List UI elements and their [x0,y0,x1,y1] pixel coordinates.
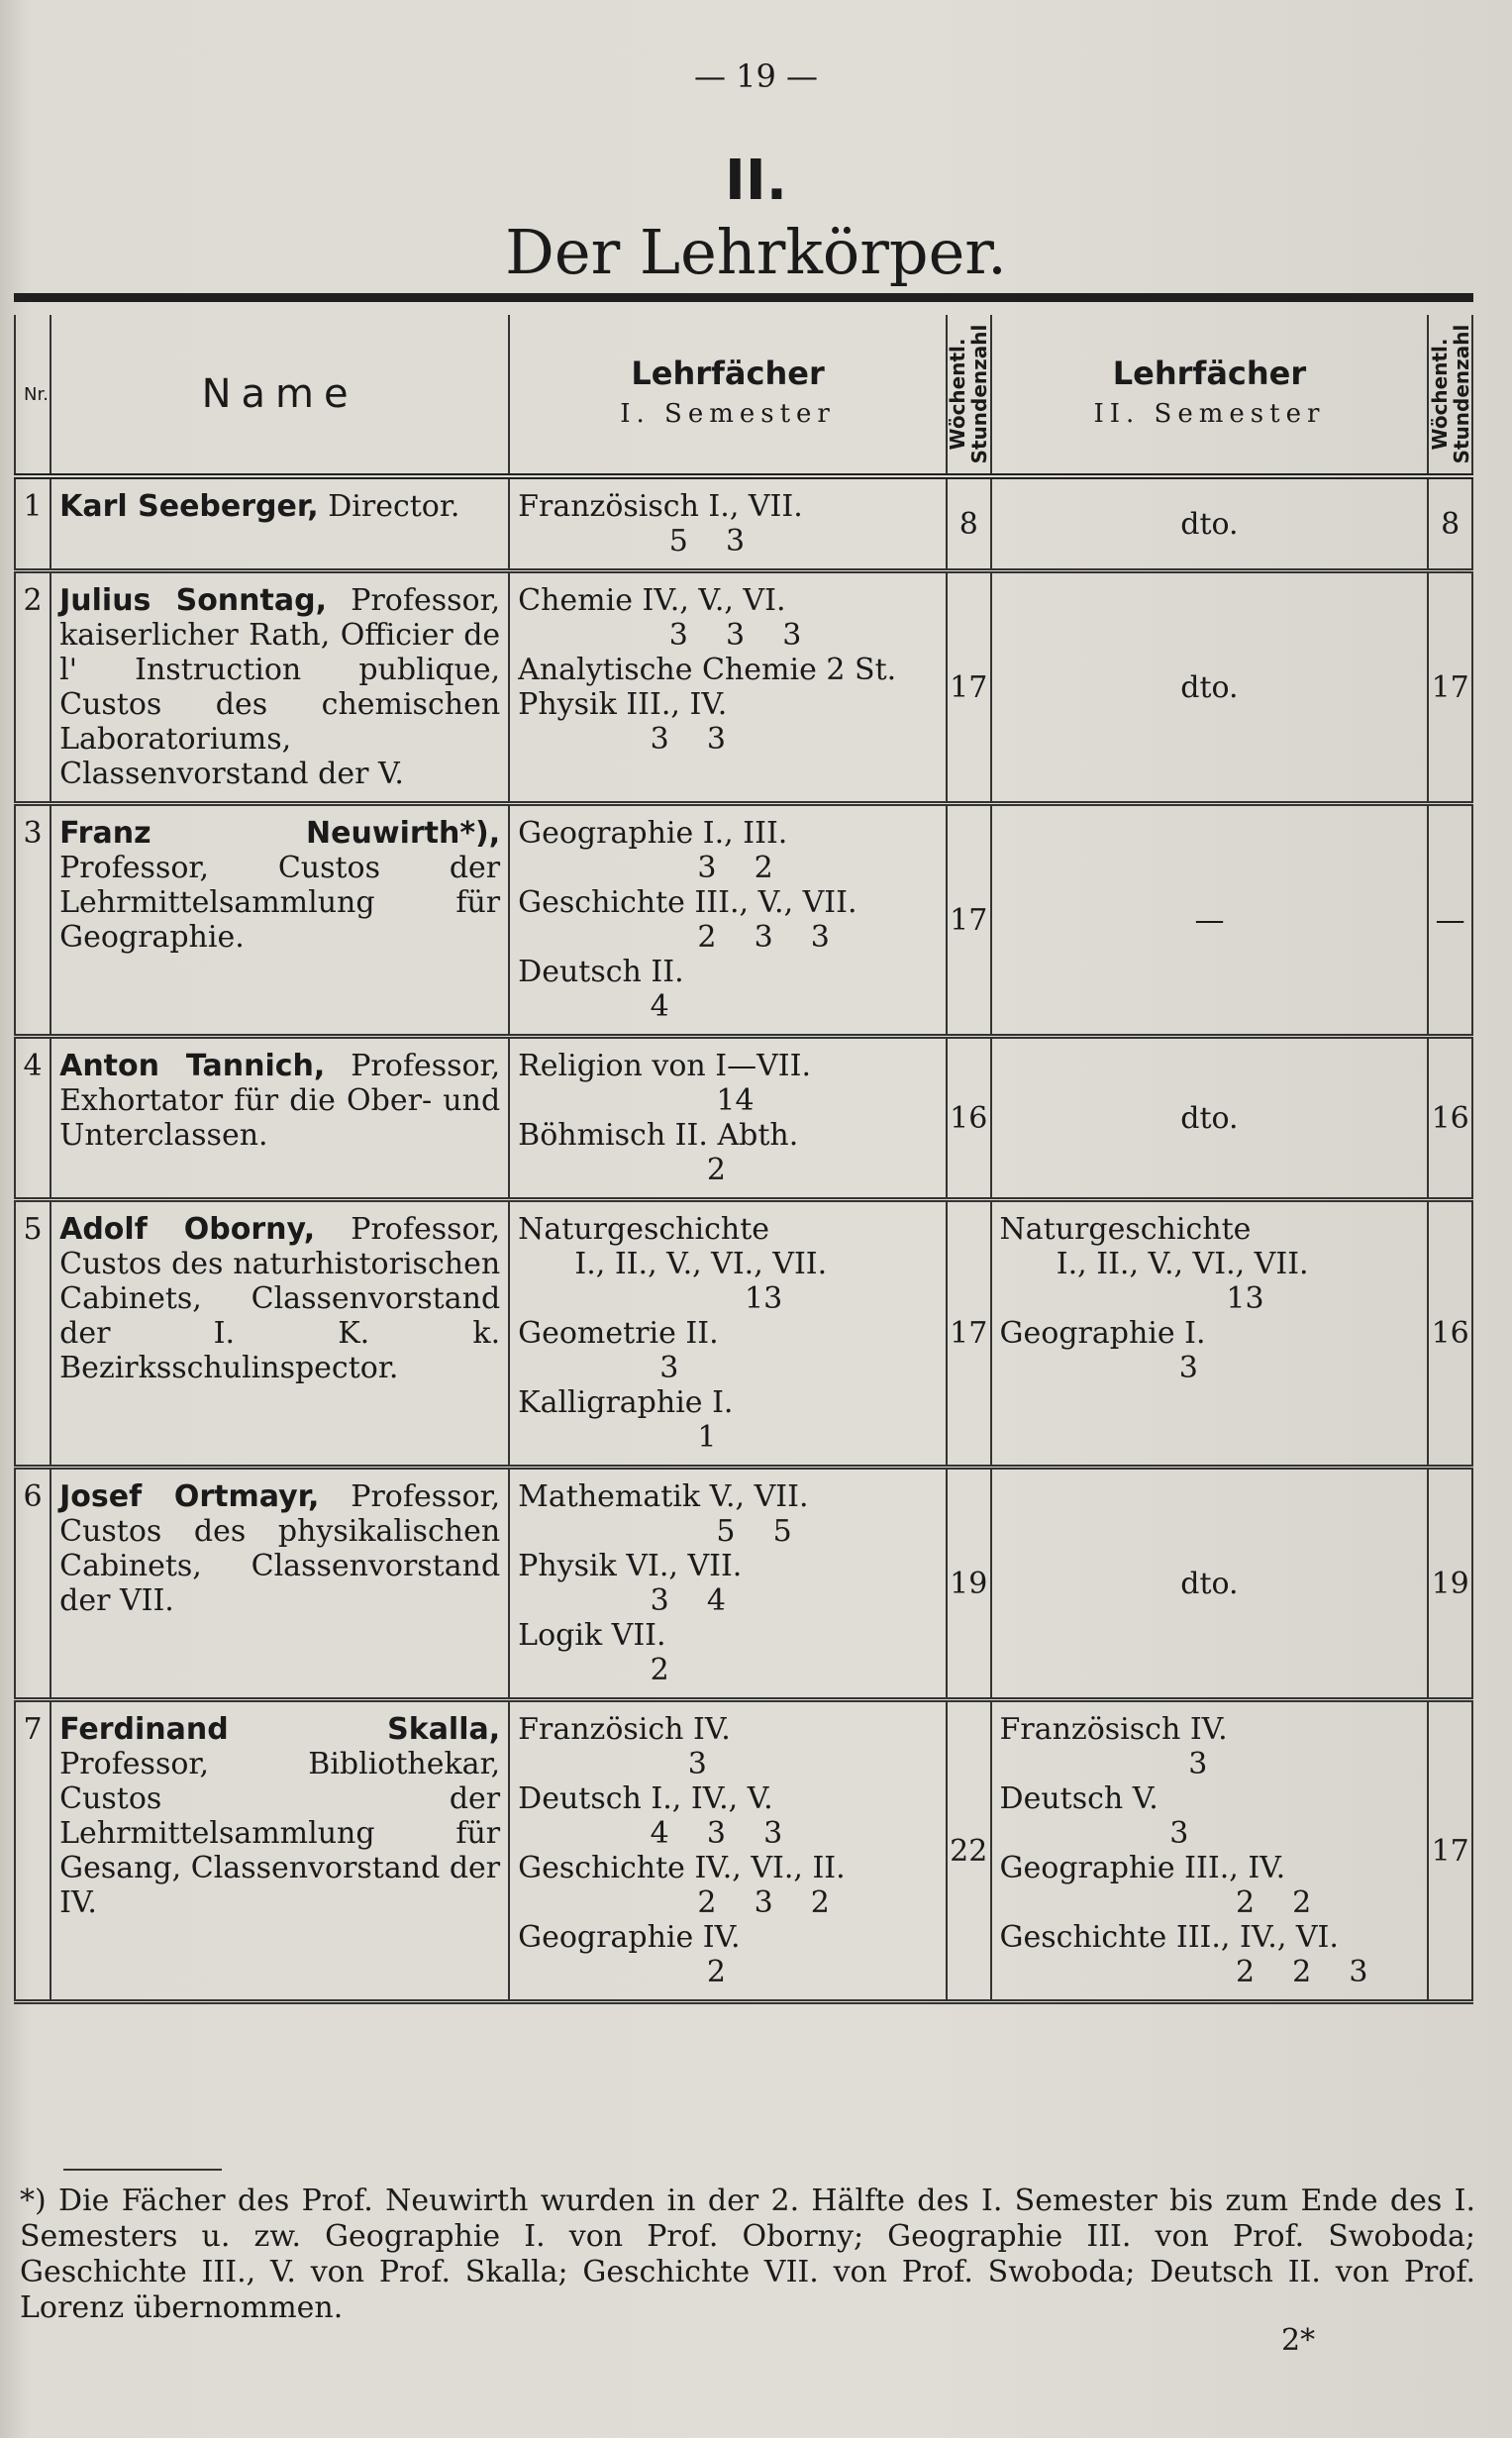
sem2-subjects [991,1037,1429,1200]
sem1-subjects [509,1700,947,2002]
teacher-number: 3 [15,804,50,1037]
table-row [15,571,1472,804]
title-rule [14,293,1473,302]
sem2-subjects [991,804,1429,1037]
sem2-hours: 17 [1428,1700,1472,2002]
faculty-table [14,315,1473,2004]
table-row [15,476,1472,571]
section-number: II. [725,149,787,213]
subject-line: 1 [518,1420,717,1455]
teacher-cell [50,1700,509,2002]
subject-line: Mathematik V., VII. [518,1479,809,1514]
sem2-hours: 19 [1428,1468,1472,1700]
subject-line: 4 3 3 [518,1816,783,1851]
subject-line: Geschichte IV., VI., II. [518,1851,846,1885]
subject-line: 5 5 [518,1514,792,1549]
subject-line: I., II., V., VI., VII. [518,1247,828,1281]
table-header-row [15,315,1472,476]
header-sem1 [509,315,947,476]
sem2-hours: 8 [1428,476,1472,571]
subject-line: dto. [1180,1566,1239,1601]
subject-line: Physik III., IV. [518,687,728,722]
sem1-subjects [509,1200,947,1468]
sem1-hours: 8 [947,476,991,571]
subject-line: Geschichte III., V., VII. [518,885,857,920]
subject-line: 13 [999,1281,1264,1316]
sem1-subjects [509,1037,947,1200]
subject-line: Deutsch I., IV., V. [518,1781,773,1816]
subject-line: 3 [999,1351,1198,1385]
sem2-subjects [991,1200,1429,1468]
teacher-number: 5 [15,1200,50,1468]
table-row [15,804,1472,1037]
subject-line: 3 [999,1816,1189,1851]
subject-line: dto. [1180,1100,1239,1136]
subject-line: 2 3 2 [518,1885,830,1920]
teacher-cell [50,1037,509,1200]
subject-line: 2 [518,1955,726,1989]
sem2-hours: 16 [1428,1037,1472,1200]
header-sem1-subjects: Lehrfächer [631,355,825,392]
subject-line: 2 2 3 [999,1955,1368,1989]
subject-line: Geographie I., III. [518,816,788,851]
header-sem2-subjects: Lehrfächer [1112,355,1307,392]
subject-line: Naturgeschichte [999,1212,1252,1247]
subject-line: — [1194,902,1225,938]
subject-line: 3 4 [518,1583,726,1618]
subject-line: Französisch I., VII. [518,489,803,524]
table-row [15,1037,1472,1200]
page-title: Der Lehrkörper. [505,216,1007,288]
subject-line: 3 [518,1351,679,1385]
sem1-hours: 17 [947,1200,991,1468]
header-weekly-1-line1: Wöchentl. [946,338,970,451]
teacher-cell [50,804,509,1037]
header-sem2-label: II. Semester [1093,399,1326,429]
teacher-name: Karl Seeberger, [59,489,319,524]
subject-line: 4 [518,989,669,1024]
subject-line: I., II., V., VI., VII. [999,1247,1309,1281]
footnote: *) Die Fächer des Prof. Neuwirth wurden in der 2. Hälfte des I. Semester bis zum Ende des I. Semesters u. zw. Geographie I. von Prof. Oborny; Geographie III. von Prof. Swoboda; Geschichte III., V. von Prof. Skalla; Geschichte VII. von Prof. Swoboda; Deutsch II. von Prof. Lorenz übernommen. [20,2184,1475,2325]
subject-line: 3 2 [518,851,773,885]
sem2-subjects [991,476,1429,571]
subject-line: dto. [1180,506,1239,542]
teacher-cell [50,1200,509,1468]
table-row [15,1468,1472,1700]
teacher-number: 6 [15,1468,50,1700]
sem1-hours: 19 [947,1468,991,1700]
header-nr: Nr. [15,315,50,476]
teacher-cell [50,476,509,571]
sem1-hours: 22 [947,1700,991,2002]
subject-line: Französisch IV. [999,1712,1228,1747]
subject-line: Physik VI., VII. [518,1549,743,1583]
sem2-subjects [991,1468,1429,1700]
page-number: — 19 — [693,57,819,95]
header-weekly-1-line2: Stundenzahl [967,324,992,464]
subject-line: Geographie I. [999,1316,1206,1351]
subject-line: 2 [518,1153,726,1187]
teacher-cell [50,1468,509,1700]
teacher-name: Julius Sonntag, [59,583,327,618]
subject-line: Deutsch II. [518,955,684,989]
teacher-number: 1 [15,476,50,571]
subject-line: Geometrie II. [518,1316,719,1351]
subject-line: Deutsch V. [999,1781,1159,1816]
signature-mark: 2* [1281,2323,1316,2358]
subject-line: 2 2 [999,1885,1312,1920]
subject-line: 13 [518,1281,783,1316]
subject-line: 3 [518,1747,707,1781]
teacher-description: Professor, kaiserlicher Rath, Officier de l' Instruction publique, Custos des chemischen Laboratoriums, Classenvorstand der V. [59,583,501,791]
teacher-description: Professor, Custos der Lehrmittelsammlung für Geographie. [59,851,501,955]
teacher-description: Director. [328,489,460,524]
subject-line: dto. [1180,669,1239,705]
sem1-hours: 16 [947,1037,991,1200]
header-weekly-2-line1: Wöchentl. [1427,338,1452,451]
subject-line: 3 3 [518,722,726,757]
teacher-number: 2 [15,571,50,804]
teacher-number: 7 [15,1700,50,2002]
subject-line: 2 [518,1653,669,1687]
subject-line: Geschichte III., IV., VI. [999,1920,1339,1955]
header-sem1-label: I. Semester [620,399,836,429]
subject-line: Geographie IV. [518,1920,741,1955]
teacher-description: Professor, Custos des naturhistorischen Cabinets, Classenvorstand der I. K. k. Bezirksschulinspector. [59,1212,501,1385]
sem1-hours: 17 [947,571,991,804]
subject-line: 3 3 3 [518,618,802,653]
teacher-description: Professor, Custos des physikalischen Cabinets, Classenvorstand der VII. [59,1479,501,1618]
subject-line: Religion von I—VII. [518,1049,812,1083]
subject-line: Böhmisch II. Abth. [518,1118,799,1153]
teacher-name: Adolf Oborny, [59,1212,316,1247]
subject-line: Logik VII. [518,1618,666,1653]
header-weekly-2-line2: Stundenzahl [1449,324,1473,464]
subject-line: 2 3 3 [518,920,830,955]
header-weekly-hours-1 [947,315,991,476]
teacher-name: Anton Tannich, [59,1049,326,1083]
subject-line: Geographie III., IV. [999,1851,1286,1885]
teacher-number: 4 [15,1037,50,1200]
header-sem2 [991,315,1429,476]
sem2-hours: 16 [1428,1200,1472,1468]
subject-line: Naturgeschichte [518,1212,770,1247]
sem2-subjects [991,571,1429,804]
sem2-hours: 17 [1428,571,1472,804]
sem1-subjects [509,804,947,1037]
table-row [15,1200,1472,1468]
teacher-description: Professor, Exhortator für die Ober- und Unterclassen. [59,1049,501,1153]
subject-line: 14 [518,1083,755,1118]
sem2-hours: — [1428,804,1472,1037]
subject-line: 5 3 [518,524,746,559]
sem1-subjects [509,476,947,571]
teacher-name: Franz Neuwirth*), [59,816,501,851]
footnote-rule [63,2169,222,2171]
sem2-subjects [991,1700,1429,2002]
subject-line: 3 [999,1747,1208,1781]
subject-line: Chemie IV., V., VI. [518,583,786,618]
subject-line: Französich IV. [518,1712,731,1747]
teacher-name: Josef Ortmayr, [59,1479,320,1514]
header-name: Name [50,315,509,476]
subject-line: Analytische Chemie 2 St. [518,653,897,687]
table-body [15,476,1472,2002]
teacher-description: Professor, Bibliothekar, Custos der Lehrmittelsammlung für Gesang, Classenvorstand der IV. [59,1747,501,1920]
subject-line: Kalligraphie I. [518,1385,734,1420]
sem1-hours: 17 [947,804,991,1037]
teacher-name: Ferdinand Skalla, [59,1712,501,1747]
teacher-cell [50,571,509,804]
header-weekly-hours-2 [1428,315,1472,476]
sem1-subjects [509,571,947,804]
sem1-subjects [509,1468,947,1700]
table-row [15,1700,1472,2002]
